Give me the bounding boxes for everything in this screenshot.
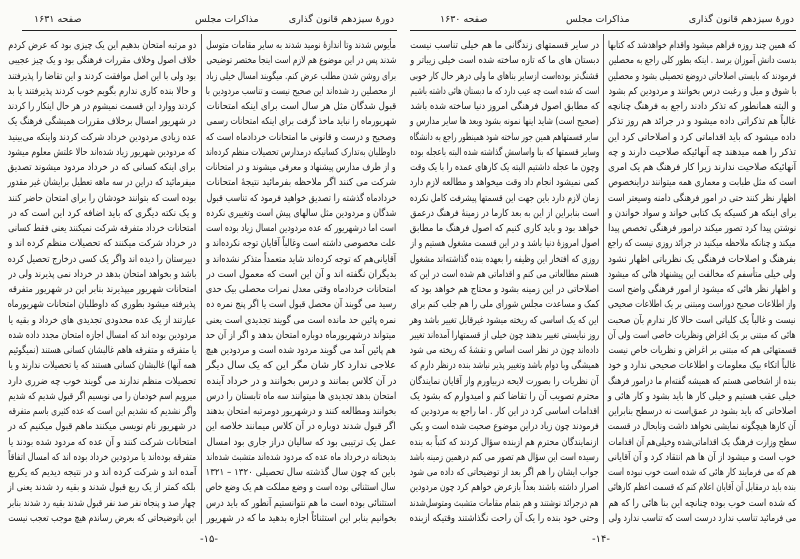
text-line — [410, 233, 599, 248]
text-line — [206, 203, 396, 218]
header-page-number: صفحه ۱۶۳۰ — [440, 14, 488, 25]
text-line-content: داده میشود که باید اقداماتی کرد و اصلاحاتی کرد این — [608, 131, 796, 143]
text-line-content: این باتوضیحاتی که بعرض رساندم هیچ موجب تعجب نیست — [8, 512, 196, 524]
text-line-content: قشنگ‌تر بوده‌است ازسایر بناهای ما ولی درهر حال کار خوبی — [410, 70, 599, 82]
text-line-content: عبارتند از یک عده محدودی تجدیدی های خرداد و بقیه یا — [8, 314, 196, 326]
text-line-content: شدگان و مردودین مثل سالهای پیش است وتغییری نکرده — [206, 207, 396, 219]
text-line — [608, 127, 796, 142]
text-line — [608, 96, 796, 111]
text-line — [206, 279, 396, 294]
text-line-content: است اما درشهریور که عده مردودین امسال زیاد بوده است — [206, 223, 396, 234]
text-line-content: این که یک اساسی که ریخته میشود غیرقابل تغییر باشد وهر — [410, 314, 599, 326]
text-line — [410, 188, 599, 203]
text-line — [608, 279, 796, 294]
text-line-content: که مطابق اصول فرهنگی امروز دنیا ساخته شده باشد — [410, 101, 599, 112]
text-line — [8, 508, 196, 523]
text-line — [8, 35, 196, 50]
text-line-content: آقایانی‌هم که توجه کرده‌اند شاید متعمداً متذکر نشده‌اند و — [206, 253, 396, 265]
text-line-content: وصحیح و درست و قانونی ما امتحانات خردادماه است که — [206, 131, 396, 143]
text-line — [608, 493, 796, 508]
text-line — [8, 264, 196, 279]
text-line-content: چهار صد و پنجاه نفر صد نفر قبول شدند بقیه رد شدند بنابر — [8, 497, 196, 509]
text-line-content: در شهریور امسال برخلاف مقررات همیشگی فرهنگ یک — [8, 116, 196, 128]
text-line — [410, 203, 599, 218]
text-line — [8, 111, 196, 126]
text-line — [206, 294, 396, 309]
text-line-content: غالباً هم تذکراتی داده میشود و در جرائد هم روز تذکر — [608, 116, 796, 128]
text-line — [8, 50, 196, 65]
text-line-content: برای روشن شدن مطلب عرض کنم. میگویند امسال خیلی زیاد — [206, 70, 396, 82]
text-line — [410, 508, 599, 523]
text-line — [608, 111, 796, 126]
text-line — [410, 218, 599, 233]
text-line-content: واگر نشدیم که نشدیم این است که عده کثیری باسم متفرقه — [8, 406, 196, 417]
text-line — [608, 371, 796, 386]
text-line — [410, 264, 599, 279]
text-line — [410, 249, 599, 264]
text-line — [608, 203, 796, 218]
text-line-content: فرمودند چون زیاد دراین موضوع صحبت شده است و یکی — [410, 421, 599, 433]
text-line — [410, 157, 599, 172]
text-line-content: بوده است که بتوانند خودشان را برای امتحان حاضر کنند — [8, 192, 196, 204]
text-line — [8, 371, 196, 386]
text-line-content: نوشتن پیدا کرد تصور میکند درامور فرهنگی تخصص پیدا — [608, 223, 796, 234]
text-line — [8, 188, 196, 203]
text-line-content: روزی که افتخار این وظیفه را بعهده بنده گذاشته‌اند مشغول — [410, 253, 599, 265]
text-line-content: بنده از اشخاصی هستم که همیشه گفته‌ام ما درامور فرهنگ — [608, 375, 796, 387]
text-line — [410, 81, 599, 96]
header-title: مذاکرات مجلس — [566, 14, 630, 25]
text-line-content: علاجی ندارد کار شان مگر این که یک سال دیگر — [205, 360, 396, 372]
text-line-content: اظهار نظر کنند حتی در امور فرهنگی دامنه وسیعتر است — [608, 192, 796, 204]
text-line-content: زمان لازم دارد باین جهت این قسمتها پیشرفت کامل نکرده — [410, 192, 599, 204]
text-line-content: قبول شدگان مثل هر سال است برای اینکه امتحانات — [206, 101, 396, 112]
text-line — [206, 35, 396, 50]
text-line — [410, 325, 599, 340]
text-line — [410, 462, 599, 477]
text-line — [608, 35, 796, 50]
text-line — [8, 96, 196, 111]
text-line-content: میتواند درشهریورماه دوباره امتحان بدهد و اگر از آن حد — [206, 329, 396, 341]
header-rule — [410, 30, 796, 31]
text-line — [410, 416, 599, 431]
text-line — [608, 157, 796, 172]
text-line-content: همه آنها) غالبشان کسانی هستند که یا تحصیلات ندارند و یا — [8, 360, 196, 372]
text-line-content: در خرداد شرکت میکنند که تحصیلات منظم کرده اند و — [8, 238, 196, 250]
text-line-content: بدست دانش آموزان برسد . اینکه بطور کلی راجع به محصلین — [608, 55, 796, 67]
text-line-content: ولی خیلی متأسفم که مخالفت این پیشنهاد هائی که میشود — [608, 268, 796, 280]
text-line-content: و یک نکته دیگری که باید اضافه کرد این است که در — [8, 207, 196, 219]
text-line-content: داده‌اند چون در نظر است اساس و نقشهٔ که ریخته می شود — [410, 345, 599, 356]
text-line — [8, 203, 196, 218]
text-line — [8, 157, 196, 172]
text-line — [410, 340, 599, 355]
text-line-content: از محصلین رد شده‌اند این صحیح نیست و تناسب مردودین با — [206, 85, 396, 97]
text-line-content: بخوانیم بنابر این استثنائاً اجازه بدهید ما که در شهریور — [206, 512, 396, 524]
text-line — [410, 477, 599, 492]
text-line-content: هستم مطالعاتی می کنم و اقداماتی هم شده است در این که — [410, 268, 599, 280]
text-line-content: کمی نمیشود انجام داد وقت میخواهد و مطالعه لازم دارد — [410, 177, 599, 189]
text-line — [8, 218, 196, 233]
text-line — [410, 432, 599, 447]
text-line-content: می فرمائید تناسب ندارد درست است که تناسب ندارد ولی — [608, 512, 796, 524]
text-line-content: قسمتهائی هم که مبتنی بر اغراض و نظریات خاص نیست — [608, 345, 796, 356]
text-line-content: روز نبایستی تغییر بدهند چون خیلی از قسمتهارا آمده‌اند تغییر — [410, 329, 599, 341]
text-line-content: نیست و غالباً یک کلیاتی است حالا کار ندارم بآن صحبت — [608, 314, 796, 326]
text-line — [206, 508, 396, 523]
text-line-content: است که شده است چه عیب دارد که ما دبستان هائی داشته باشیم — [410, 85, 599, 97]
text-line-content: بخوانند ومطالعه کنند و درشهریور دومرتبه امتحان بدهند — [206, 406, 396, 417]
text-line-content: ازنمایندگان محترم هم ازبنده سؤال کردند که کتباً به بنده — [410, 436, 599, 448]
text-line-content: محترم تصویب آن را تقاضا کنم و امیدوارم که بشود یک — [410, 390, 599, 402]
text-line-content: بود ولی با این اصل موافقت کردند و این تقاضا را پذیرفتند — [8, 70, 196, 82]
text-line — [608, 294, 796, 309]
text-line — [410, 142, 599, 157]
text-line-content: آن کارها هیچگونه نمایشی نخواهد داشت ونابحال در قسمت — [608, 421, 796, 433]
text-line-content: داوطلبان به‌تدارک کسانیکه درمدارس تحصیلات منظم کرده‌اند — [206, 146, 396, 158]
text-line-content: آمده اند و شرکت کرده اند و در نتیجه دیدیم که یکربع — [8, 467, 196, 478]
text-line — [410, 447, 599, 462]
text-line-content: امتحانات خردادماه وقتی معدل نمرات محصلی بیک حدی — [206, 284, 396, 295]
text-line — [608, 340, 796, 355]
text-line-content: امتحان بدهد تجدیدی ها میتوانند سه ماه تابستان را درس — [206, 390, 396, 402]
text-line — [410, 50, 599, 65]
text-line — [8, 493, 196, 508]
text-line — [608, 218, 796, 233]
text-line-content: اصول امروزهٔ دنیا باشد و در این قسمت مشغول هستیم و از — [410, 238, 599, 250]
text-line-content: رسید می گویند آن محصل قبول است یا اگر پنج نمره ده — [206, 299, 396, 311]
text-line — [608, 264, 796, 279]
text-line — [608, 50, 796, 65]
text-line — [8, 325, 196, 340]
text-line-content: وحتی خود بنده را یک آن راحت نگذاشتند وقتیکه ازبنده — [410, 512, 599, 524]
text-line-content: اصلاحاتی در این زمینه بشود و محتاج هم خواهد بود که — [410, 284, 599, 295]
text-line-content: دو مرتبه امتحان بدهیم این یک چیزی بود که عرض کردم — [8, 40, 196, 51]
text-line-content: بلکه کمتر از یک ربع قبول شدند و بقیه رد شدند یعنی از — [8, 482, 196, 494]
text-line — [206, 462, 396, 477]
text-line — [608, 432, 796, 447]
text-line-content: (صحیح است) شاید اینها نمونه بشود وبعد ها سایر مدارس و — [410, 116, 599, 128]
text-line-content: است بنابراین از این به بعد کارما در زمینهٔ فرهنگ درعمق — [410, 207, 599, 219]
text-line — [8, 355, 196, 370]
text-line-content: باشد و بخواهد امتحان بدهد در خرداد نمی پذیرند ولی در — [8, 268, 196, 280]
text-line — [608, 233, 796, 248]
header-title: مذاکرات مجلس — [195, 14, 259, 25]
text-line — [8, 340, 196, 355]
text-line — [8, 233, 196, 248]
text-line — [608, 66, 796, 81]
text-line-content: امتحانات شرکت کنند و آن عده که مردود شده بودند یا — [8, 436, 196, 448]
text-line — [608, 447, 796, 462]
text-line — [410, 172, 599, 187]
text-line-content: شرکت می کنند اگر ملاحظه بفرمائید نتیجهٔ امتحانات — [206, 177, 396, 189]
text-line-content: استثنائی بوده است ما هم نتوانستیم آنطور که باید درس — [206, 497, 396, 509]
text-line-content: مردودین بوده اند که امسال اجازه امتحان مجدد داده شده — [8, 329, 196, 341]
text-line-content: متفرقه بوده‌اند یا مردودین خرداد بوده اند که امسال اتفاقاً — [8, 451, 196, 463]
text-line — [8, 81, 196, 96]
text-line — [206, 50, 396, 65]
text-line — [8, 127, 196, 142]
text-line — [608, 249, 796, 264]
text-line-content: کردند ووارد این قسمت نمیشوم در هر حال اینکار را کردند — [8, 101, 196, 112]
text-line-content: آنهائیکه صلاحیت ندارند زیرا کار فرهنگ هم یک امری — [608, 162, 796, 173]
text-line — [206, 172, 396, 187]
text-line-content: اصلاحاتی که باید بشود در عمق‌است نه درسطح بنابراین — [608, 406, 796, 417]
text-line-content: هم پائین آمد می گویند مردود شده است و مردودین هیچ — [206, 345, 396, 356]
text-line-content: در شهریور نام نویسی میکنند ماهم قبول میکنیم که در — [8, 421, 196, 433]
text-line — [410, 401, 599, 416]
text-line-content: غالباً اتکاء بیک معلومات و اطلاعات صحیحی ندارد و خود — [608, 360, 796, 372]
text-line — [8, 416, 196, 431]
text-line-content: واز اطلاعات صحیح دوراست ومبتنی بر یک اطلاعات صحیحی — [608, 299, 796, 311]
text-column-left — [410, 35, 599, 523]
text-line — [206, 432, 396, 447]
text-line — [8, 294, 196, 309]
text-line-content: تذکر را همه میدهند چه آنهائیکه صلاحیت دارند و چه — [608, 146, 796, 158]
right-page — [406, 0, 800, 559]
text-line — [8, 462, 196, 477]
text-line — [8, 401, 196, 416]
header-period: دورهٔ سیزدهم قانون گذاری — [688, 14, 794, 25]
text-line — [608, 416, 796, 431]
text-line-content: میکند و چنانکه ملاحظه میکنید در جرائد روزی نیست که راجع — [608, 238, 796, 250]
page-footer-number: -۱۵- — [200, 534, 218, 545]
text-line — [206, 386, 396, 401]
text-line-content: است که مثل طبابت و معماری همه میتوانند دراینخصوص — [608, 177, 796, 189]
text-line-content: در سایر قسمتهای زندگانی ما هم خیلی تناسب نیست — [410, 40, 599, 51]
text-line — [410, 66, 599, 81]
text-line-content: شهریورماه را نباید ماخذ گرفت برای اینکه امتحانات رسمی — [206, 116, 396, 128]
text-line — [608, 188, 796, 203]
text-line — [410, 127, 599, 142]
text-line-content: اصرار داشته باشند بعداً بازعرض خواهم کرد چون مردودین — [410, 482, 599, 494]
text-line-content: هم که می فرمایند کار هائی که شده است خوب نبوده است — [608, 467, 796, 478]
text-line — [8, 279, 196, 294]
text-line — [8, 142, 196, 157]
text-line-content: و البته همانطور که تذکر دادند راجع به فرهنگ چنانچه — [608, 101, 796, 112]
text-line — [410, 310, 599, 325]
text-line — [608, 508, 796, 523]
text-line-content: دبیرستان را دیده اند واگر یک کسی درخارج تحصیل کرده — [8, 253, 196, 265]
text-line-content: بدیگران نگفته اند و آن این است که معمول است در — [206, 268, 396, 280]
text-column-left — [8, 35, 196, 523]
text-line — [608, 172, 796, 187]
text-line-content: پذیرفته میشود بطوری که داوطلبان امتحانات شهریورماه — [8, 299, 196, 311]
text-line-content: هائی که مبتنی بر یک اغراض ونظریات خاصی است ولی آن — [608, 329, 796, 341]
text-line-content: شدند پس در این موضوع هم لازم است اینجا مختصر توضیحی — [206, 55, 396, 67]
text-line — [608, 462, 796, 477]
text-line — [410, 35, 599, 50]
text-line-content: عمل یک ترتیبی بود که سالیان دراز جاری بود امسال — [206, 436, 396, 448]
text-line — [608, 325, 796, 340]
text-line — [410, 294, 599, 309]
text-line-content: مأیوس شدند وتا اندازهٔ نومید شدند به سایر مقامات متوسل — [206, 40, 396, 51]
text-line-content: امتحانات خرداد متفرقه شرکت نمیکنند یعنی فقط کسانی — [8, 223, 196, 234]
text-line-content: هم درجرائد نوشتند و هم بتمام مقامات متشبث ومتوسل‌شدند — [410, 497, 599, 509]
text-line — [206, 96, 396, 111]
text-line-content: در آن کلاس بمانند و درس بخوانند و در خرداد آینده — [206, 375, 396, 387]
text-line-content: میرویم اسم خودمان را می نویسیم اگر قبول شدیم که شدیم — [8, 390, 196, 402]
text-line — [8, 386, 196, 401]
text-line — [8, 249, 196, 264]
text-line — [608, 310, 796, 325]
text-line-content: امتحانات شهریور میپذیرند بنابر این در شهریور متفرقه — [8, 284, 196, 295]
text-line-content: برای اینکه هر کسیکه یک کتابی خواند و سواد خواندن و — [608, 207, 796, 219]
text-line-content: سال استثنائی بوده است و وضع مملکت هم یک وضع خاص — [206, 482, 396, 494]
text-line-content: با شوق و میل و رغبت درس بخوانند و مردودین کم بشود — [608, 85, 796, 97]
text-line-content: و حالا بنده کاری ندارم بگویم خوب کردند پذیرفتند یا بد — [8, 85, 196, 97]
text-line-content: تحصیلات منظم ندارند می گویند خوب چه ضرری دارد — [8, 375, 196, 387]
text-line-content: نمره پائین حد مانده است می گویند تجدیدی است یعنی — [206, 314, 396, 326]
text-line — [8, 477, 196, 492]
text-line-content: خواهد بود و باید کاری کنیم که اصول فرهنگ ما مطابق — [410, 223, 599, 234]
text-line-content: اگر قبول شدند دوباره در آن کلاس میمانند خلاصه این — [206, 421, 396, 433]
text-line-content: که همین چند روزه فراهم میشود واقدام خواهدشد که کتابها — [608, 40, 796, 51]
text-line — [410, 493, 599, 508]
text-line — [410, 96, 599, 111]
text-line-content: خوب است و میشود از آن ها هم انتقاد کرد و آن آقایانی — [608, 451, 796, 463]
text-line-content: همیشگی وبا دوام باشد وتغییر پذیر نباشد بنده درنظر دارم که — [410, 360, 599, 372]
text-line-content: که مردودین شهریور زیاد شده‌اند حالا علتش معلوم میشود — [8, 146, 196, 158]
text-line-content: باین که چون سال گذشته سال تحصیلی ۱۳۲۰ – ۱۳۲۱ — [206, 467, 396, 478]
text-line-content: دبستان های ما که تازه ساخته شده است خیلی زیباتر و — [410, 55, 599, 67]
text-line-content: رسیده است این سؤال هم تصور می کنم درهمین زمینه باشد — [410, 451, 599, 463]
text-line-content: سایر قسمتهاهم همین جور ساخته شود همینطور راجع به دانشگاه — [410, 131, 599, 143]
text-line — [8, 172, 196, 187]
text-line — [410, 386, 599, 401]
text-line — [410, 111, 599, 126]
text-line — [608, 386, 796, 401]
text-line-content: برای اینکه کسانی که در خرداد مردود میشوند تصدیق — [8, 162, 196, 173]
text-line — [608, 355, 796, 370]
text-line-content: بدبختانه درخرداد ماه عده که مردود شده‌اند متشبث شده‌اند — [206, 451, 396, 463]
text-line-content: و از طرف مدارس پیشنهاد و معرفی میشوند و در امتحانات — [206, 162, 396, 173]
text-line — [8, 447, 196, 462]
text-line-content: میفرمائید که دراین در سه ماهه تعطیل برایشان غیر مقدور — [8, 177, 196, 189]
text-line — [8, 432, 196, 447]
text-line — [608, 142, 796, 157]
text-line-content: خردادماه گذشته را تصدیق خواهید فرمود که تناسب قبول — [206, 192, 396, 204]
text-line — [410, 371, 599, 386]
text-line-content: آن نظریات را بصورت لایحه دربیاورم واز آقایان نمایندگان — [410, 375, 599, 387]
text-line-content: که شده است خوب بوده چنانچه این بنا هائی را که هم — [608, 497, 796, 509]
text-line-content: علت مخصوصی داشته است وغالباً آقایان توجه نکرده‌اند و — [206, 238, 396, 250]
page-footer-number: -۱۴- — [592, 534, 610, 545]
text-line-content: کمک و مساعدت مجلس شورای ملی را هم جلب کنم برای — [410, 299, 599, 311]
text-line — [206, 401, 396, 416]
text-line-content: وسایر قسمتها که بنا واساسش گذاشته شده البته باعجله بوده — [410, 146, 599, 158]
text-line — [8, 66, 196, 81]
text-line-content: خلاف اصول وخلاف مقررات فرهنگی بود و یک چیز عجیبی — [8, 55, 196, 67]
text-line-content: خیلی عقب هستیم و خیلی کار ها باید بشود و کار هائی و — [608, 390, 796, 402]
text-line-content: عده زیادی مردودین خرداد شرکت کردند واینکه می‌بینید — [8, 131, 196, 143]
text-line-content: فرمودند که بایستی اصلاحاتی دروضع تحصیلی بشود و محصلین — [608, 70, 796, 82]
text-line — [206, 218, 396, 233]
text-line — [608, 401, 796, 416]
text-line-content: جواب ایشان را هم اگر بعد از توضیحاتی که داده می شود — [410, 467, 599, 478]
text-line — [206, 416, 396, 431]
text-line — [206, 371, 396, 386]
text-line-content: وچون ما عجله داشتیم البته یک کارهای عمده را با یک وقت — [410, 162, 599, 173]
text-line-content: سطح وزارت فرهنگ یک اقداماتی‌شده وخیلی‌هم آن اقدامات — [608, 436, 796, 448]
text-line — [608, 81, 796, 96]
header-period: دورهٔ سیزدهم قانون گذاری — [288, 14, 394, 25]
text-line-content: اقدامات اساسی کرد در این کار . اما راجع به مردودین که — [410, 406, 599, 417]
text-line-content: و اظهار نظر هائی که میشود از امور فرهنگی واضح است — [608, 284, 796, 295]
header-rule — [22, 30, 397, 31]
text-line — [8, 310, 196, 325]
text-line — [410, 355, 599, 370]
header-page-number: صفحه ۱۶۳۱ — [34, 14, 82, 25]
text-line-content: یا متفرقه و متفرقه هاهم غالبشان کسانی هستند (نمیگوئیم — [8, 345, 196, 356]
text-column-right — [608, 35, 796, 523]
text-line — [410, 279, 599, 294]
text-line-content: بنده باید درمقابل آن آقایان اعلام کنم که قسمت اعظم کارهائی — [608, 482, 796, 494]
text-line-content: بفرهنگ و اصلاحات فرهنگی یک نظریاتی اظهار نشود — [608, 253, 796, 265]
text-line — [608, 477, 796, 492]
